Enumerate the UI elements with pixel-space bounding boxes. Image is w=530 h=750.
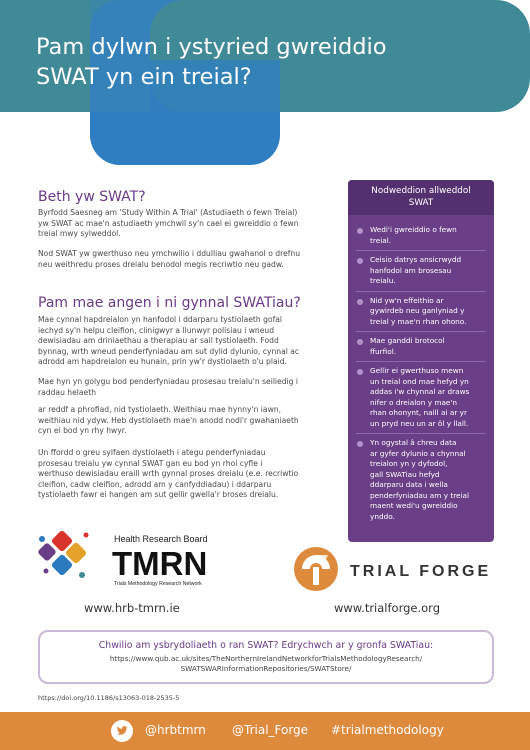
text-line: iechyd sy'n helpu cleifion, clinigwyr a llunwyr polisiau i wneud — [38, 325, 275, 335]
title-line: Nodweddion allweddol — [371, 186, 471, 196]
key-features-panel — [348, 180, 494, 542]
paragraph-evidence-base — [38, 448, 338, 501]
text-line: cyn ei bod yn rhy hwyr. — [38, 426, 127, 436]
trial-forge-logo — [292, 545, 522, 595]
text-line: ar gyfer dylunio a chynnal — [370, 448, 466, 458]
text-line: maent wedi'u gwreiddio — [370, 501, 458, 510]
trial-forge-label: TRIAL FORGE — [350, 563, 492, 580]
section-heading-what-is-swat: Beth yw SWAT? — [38, 189, 146, 205]
text-line: gall SWATiau hefyd — [370, 469, 440, 479]
text-line: bynnag, wrth wneud penderfyniadau am sut dylid dylunio, cynnal ac — [38, 346, 300, 356]
text-line: Byrfodd Saesneg am 'Study Within A Trial' (Astudiaeth o fewn Treial) — [38, 208, 298, 217]
feature-item — [356, 221, 486, 251]
feature-item — [356, 332, 486, 362]
text-line: cleifion, cadw cleifion, adrodd am y canfyddiadau) i ddarparu — [38, 479, 272, 489]
feature-item — [356, 251, 486, 292]
text-line: un pryd neu un ar ôl y llall. — [370, 418, 469, 428]
text-line: Nid yw'n effeithio ar — [370, 295, 444, 305]
url-line[interactable]: SWATSWARInformationRepositories/SWATStore/ — [180, 664, 352, 673]
trial-forge-handle[interactable]: @Trial_Forge — [232, 723, 309, 737]
text-line: gywirdeb neu ganlyniad y — [370, 306, 465, 315]
text-line: treial mwy sylweddol. — [38, 229, 121, 239]
bullet-icon — [357, 258, 363, 264]
title-line-2: SWAT yn ein treial? — [36, 64, 252, 90]
text-line: ddarparu data i wella — [370, 480, 448, 489]
hrb-tmrn-link[interactable]: www.hrb-tmrn.ie — [84, 601, 180, 615]
feature-item — [356, 362, 486, 434]
text-line: prosesau treialu yw cynnal SWAT gan eu bod yn rhoi cyfle i — [38, 458, 263, 468]
text-line: ar reddf a phrofiad, nid tystiolaeth. Weithiau mae hynny'n iawn, — [38, 405, 282, 414]
text-line: treialu. — [370, 276, 396, 285]
text-line: yw SWAT ac mae'n astudiaeth ymchwil sy'n cael ei gwreiddio o fewn — [38, 218, 299, 228]
text-line: Un ffordd o greu sylfaen dystiolaeth i ategu penderfyniadau — [38, 448, 266, 457]
swat-store-callout — [38, 630, 494, 684]
twitter-icon — [111, 720, 133, 742]
paragraph-definition — [38, 208, 338, 240]
text-line: Mae hyn yn golygu bod penderfyniadau prosesau treialu'n seiliedig i — [38, 377, 298, 386]
text-line: addas i'w chynnal ar draws — [370, 387, 470, 396]
text-line: rhan ohonynt, naill ai ar yr — [370, 408, 467, 417]
key-features-title — [348, 180, 494, 215]
hrbtmrn-handle[interactable]: @hrbtmrn — [145, 723, 206, 737]
paragraph-intuition — [38, 405, 338, 437]
text-line: nifer o dreialon y mae'n — [370, 397, 458, 407]
url-line[interactable]: https://www.qub.ac.uk/sites/TheNorthernIrelandNetworkforTrialsMethodologyResearch/ — [109, 654, 423, 663]
text-line: Mae ganddi brotocol — [370, 336, 445, 345]
bullet-icon — [357, 299, 363, 305]
text-line: raddau helaeth — [38, 387, 97, 397]
text-line: ffurfiol. — [370, 346, 397, 356]
hrb-tmrn-logo — [36, 525, 236, 595]
text-line: dewisiadau am driniaethau a therapiau ar sail tystiolaeth. Fodd — [38, 336, 279, 346]
paragraph-decisions — [38, 377, 338, 398]
hrb-label: Health Research Board — [114, 534, 208, 544]
feature-item — [356, 434, 486, 526]
tmrn-label: TMRN — [112, 545, 208, 582]
text-line: Gellir ei gwerthuso mewn — [370, 366, 464, 375]
tmrn-mark-icon — [37, 530, 88, 578]
callout-title: Chwilio am ysbrydoliaeth o ran SWAT? Edrychwch ar y gronfa SWATiau: — [98, 640, 434, 651]
section-heading-why-swats: Pam mae angen i ni gynnal SWATiau? — [38, 295, 301, 311]
page-title — [36, 32, 476, 92]
trialmethodology-hashtag[interactable]: #trialmethodology — [331, 723, 444, 737]
text-line: hanfodol am brosesau — [370, 265, 452, 275]
text-line: weithiau nid ydyw. Heb dystiolaeth mae'n anodd nodi'r gwahaniaeth — [38, 415, 299, 425]
text-line: adrodd am hapdreialon eu hunain, prin yw'r dystiolaeth o'u plaid. — [38, 357, 287, 367]
text-line: penderfyniadau am y treial — [370, 490, 470, 500]
bullet-icon — [357, 339, 363, 345]
bullet-icon — [357, 441, 363, 447]
text-line: Ceisio datrys ansicrwydd — [370, 255, 462, 264]
title-line: SWAT — [408, 198, 434, 208]
text-line: tystiolaeth fawr ei hangen am sut gellir gwella'r broses dreialu. — [38, 490, 279, 500]
text-line: werthuso dewisiadau eraill wrth gynnal proses dreialu (e.e. recriwtio — [38, 469, 299, 479]
text-line: Wedi'i gwreiddio o fewn — [370, 225, 457, 234]
bullet-icon — [357, 369, 363, 375]
text-line: Mae cynnal hapdreialon yn hanfodol i ddarparu tystiolaeth gofal — [38, 315, 283, 324]
social-footer — [0, 712, 530, 750]
paragraph-rct-importance — [38, 315, 338, 368]
key-features-list — [348, 215, 494, 526]
title-line-1: Pam dylwn i ystyried gwreiddio — [36, 34, 387, 60]
tmrn-subtitle: Trials Methodology Research Network — [114, 581, 202, 587]
text-line: treial. — [370, 235, 392, 245]
paragraph-aim — [38, 249, 338, 270]
text-line: neu weithredu proses dreialu benodol megis recriwtio neu gadw. — [38, 259, 284, 269]
text-line: treialon yn y dyfodol, — [370, 459, 448, 468]
swat-store-link[interactable] — [40, 654, 492, 674]
doi-link[interactable]: https://doi.org/10.1186/s13063-018-2535-5 — [38, 694, 180, 702]
trial-forge-mark-icon — [294, 547, 338, 591]
bullet-icon — [357, 228, 363, 234]
text-line: Nod SWAT yw gwerthuso neu ymchwilio i ddulliau gwahanol o drefnu — [38, 249, 301, 258]
text-line: Yn ogystal â chreu data — [370, 438, 457, 447]
feature-item — [356, 292, 486, 333]
trialforge-link[interactable]: www.trialforge.org — [334, 601, 440, 615]
text-line: ynddo. — [370, 511, 395, 521]
text-line: treial y mae'n rhan ohono. — [370, 316, 467, 326]
text-line: un treial ond mae hefyd yn — [370, 376, 469, 386]
